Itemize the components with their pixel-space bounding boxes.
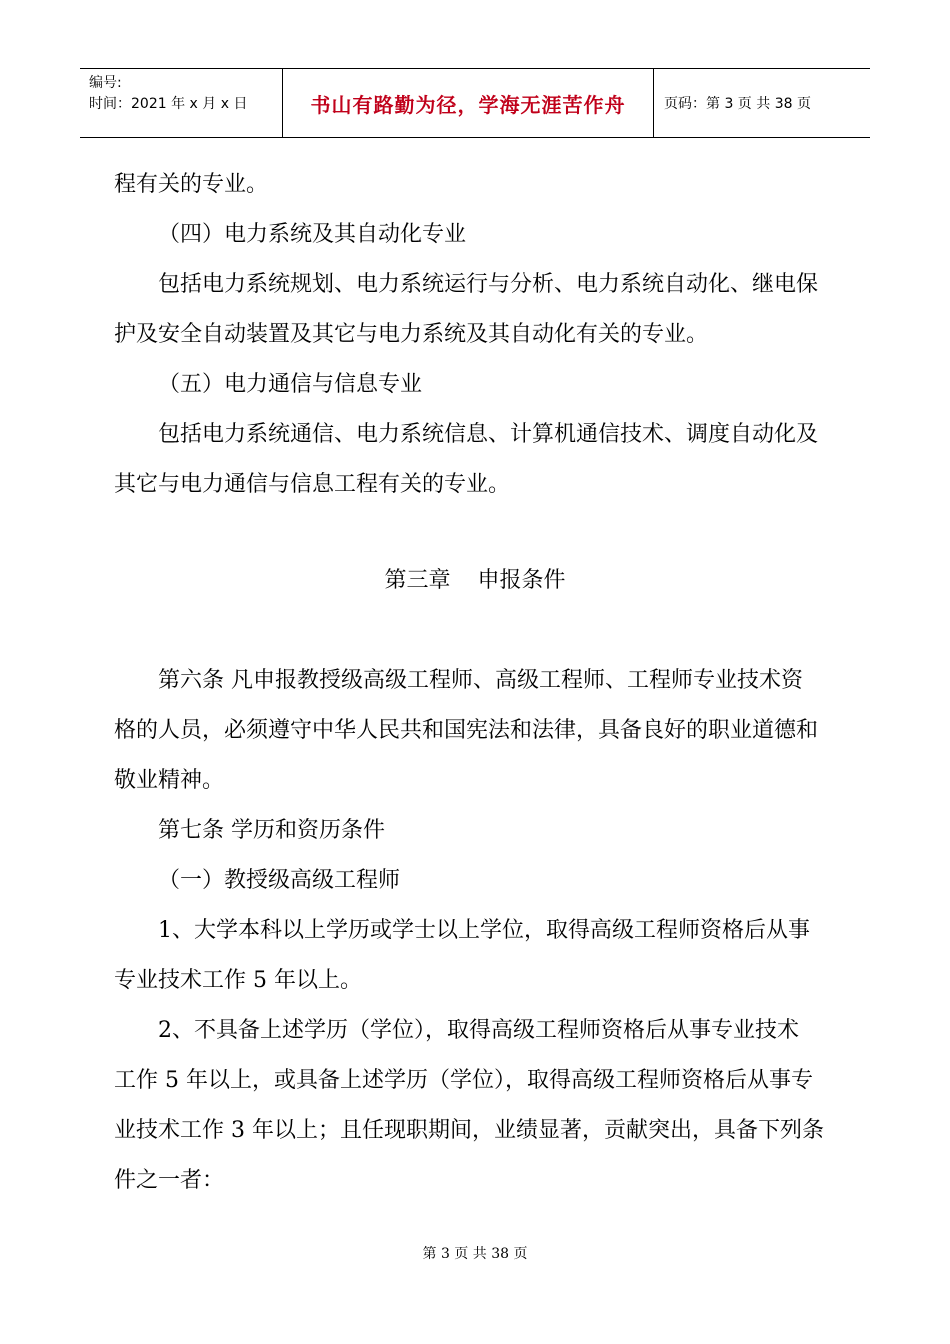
document-date-label: 时间：2021 年 x 月 x 日	[89, 96, 248, 112]
page-header	[80, 68, 870, 138]
paragraph-line: 第六条 凡申报教授级高级工程师、高级工程师、工程师专业技术资	[158, 668, 803, 693]
document-body	[114, 160, 836, 1206]
paragraph-line: （五）电力通信与信息专业	[158, 372, 423, 397]
paragraph-line: 格的人员，必须遵守中华人民共和国宪法和法律，具备良好的职业道德和	[114, 718, 819, 743]
section-before-chapter	[114, 160, 836, 510]
paragraph-line: 程有关的专业。	[114, 172, 269, 197]
section-after-chapter	[114, 656, 836, 1206]
paragraph-line: 1、大学本科以上学历或学士以上学位，取得高级工程师资格后从事	[158, 918, 810, 943]
paragraph-line: 包括电力系统规划、电力系统运行与分析、电力系统自动化、继电保	[158, 272, 819, 297]
document-number-label: 编号:	[89, 75, 122, 91]
paragraph-line: 件之一者：	[114, 1168, 225, 1193]
chapter-heading	[114, 556, 836, 606]
paragraph-line: 包括电力系统通信、电力系统信息、计算机通信技术、调度自动化及	[158, 422, 819, 447]
header-page-code: 页码：第 3 页 共 38 页	[664, 96, 811, 112]
paragraph-line: 敬业精神。	[114, 768, 225, 793]
paragraph-line: （四）电力系统及其自动化专业	[158, 222, 467, 247]
paragraph-line: 其它与电力通信与信息工程有关的专业。	[114, 472, 511, 497]
paragraph-line: 2、不具备上述学历（学位），取得高级工程师资格后从事专业技术	[158, 1018, 799, 1043]
header-meta	[80, 69, 282, 137]
page-footer: 第 3 页 共 38 页	[422, 1246, 528, 1262]
paragraph-line: 第七条 学历和资历条件	[158, 818, 385, 843]
header-motto-cell	[282, 69, 654, 137]
paragraph-line: 护及安全自动装置及其它与电力系统及其自动化有关的专业。	[114, 322, 709, 347]
paragraph-line: 业技术工作 3 年以上；且任现职期间，业绩显著，贡献突出，具备下列条	[114, 1118, 824, 1143]
chapter-title: 申报条件	[477, 568, 566, 593]
paragraph-line: （一）教授级高级工程师	[158, 868, 401, 893]
paragraph-line: 工作 5 年以上，或具备上述学历（学位），取得高级工程师资格后从事专	[114, 1068, 813, 1093]
paragraph-line: 专业技术工作 5 年以上。	[114, 968, 362, 993]
header-motto: 书山有路勤为径，学海无涯苦作舟	[310, 92, 626, 117]
chapter-number: 第三章	[384, 568, 451, 593]
